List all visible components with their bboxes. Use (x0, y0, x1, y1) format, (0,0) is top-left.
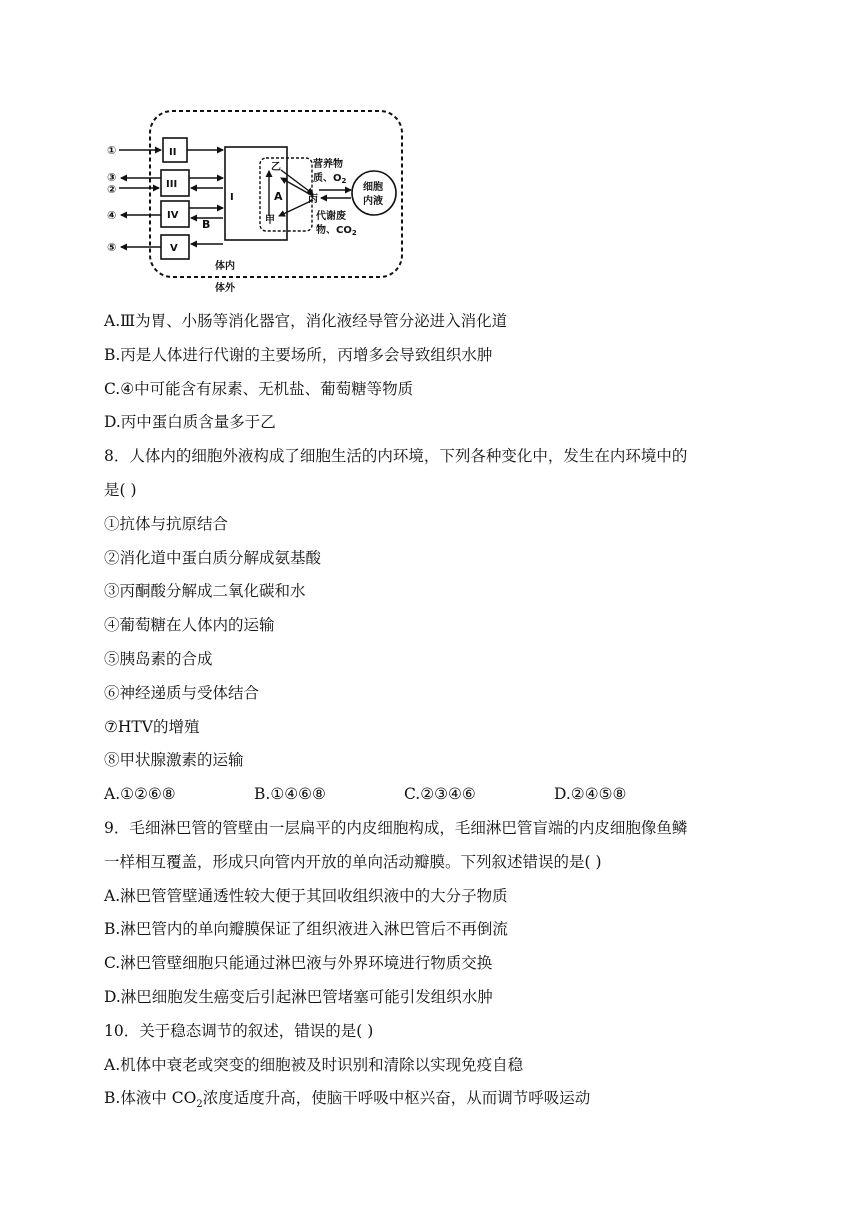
q8-item-1: ①抗体与抗原结合 (104, 514, 229, 533)
q9-option-a: A.淋巴管管壁通透性较大便于其回收组织液中的大分子物质 (104, 886, 508, 905)
q8-option-a: A.①②⑥⑧ (104, 785, 176, 804)
label-yi: 乙 (271, 162, 281, 173)
q7-option-d: D.丙中蛋白质含量多于乙 (104, 413, 276, 432)
label-II: II (169, 147, 177, 158)
label-V: V (170, 243, 178, 254)
label-nutrient-1: 营养物 (313, 159, 343, 170)
q8-item-8: ⑧甲状腺激素的运输 (104, 751, 244, 770)
q7-option-b: B.丙是人体进行代谢的主要场所，丙增多会导致组织水肿 (104, 345, 493, 364)
q7-option-c: C.④中可能含有尿素、无机盐、葡萄糖等物质 (104, 379, 414, 398)
q9-stem-line-2: 一样相互覆盖，形成只向管内开放的单向活动瓣膜。下列叙述错误的是( ) (104, 852, 602, 871)
label-cell-1: 细胞 (363, 182, 383, 193)
label-circled-1: ① (107, 144, 117, 157)
homeostasis-diagram (103, 108, 413, 298)
q10-stem: 10．关于稳态调节的叙述，错误的是( ) (104, 1021, 374, 1040)
label-inside: 体内 (215, 261, 235, 272)
label-outside: 体外 (215, 283, 235, 294)
q8-item-7: ⑦HTV的增殖 (104, 717, 200, 736)
label-B: B (202, 218, 211, 231)
label-waste-2: 物、$CO_2$ (316, 225, 357, 237)
q9-option-d: D.淋巴细胞发生癌变后引起淋巴管堵塞可能引发组织水肿 (104, 987, 493, 1006)
q8-option-b: B.①④⑥⑧ (254, 785, 326, 804)
label-I: I (230, 192, 234, 203)
q8-item-6: ⑥神经递质与受体结合 (104, 683, 260, 702)
label-nutrient-2: 质、$O_2$ (313, 173, 347, 185)
q8-item-2: ②消化道中蛋白质分解成氨基酸 (104, 548, 322, 567)
label-waste-1: 代谢废 (316, 211, 346, 222)
label-circled-4: ④ (107, 209, 117, 222)
q8-options (104, 778, 764, 812)
label-IV: IV (167, 210, 179, 221)
q10-option-b: B.体液中 $CO_2$浓度适度升高，使脑干呼吸中枢兴奋，从而调节呼吸运动 (104, 1089, 591, 1111)
q9-option-b: B.淋巴管内的单向瓣膜保证了组织液进入淋巴管后不再倒流 (104, 920, 508, 939)
label-jia: 甲 (265, 215, 275, 226)
q8-item-4: ④葡萄糖在人体内的运输 (104, 616, 275, 635)
q7-option-a: A.Ⅲ为胃、小肠等消化器官，消化液经导管分泌进入消化道 (104, 312, 508, 330)
diagram-svg (103, 108, 413, 298)
q8-item-3: ③丙酮酸分解成二氧化碳和水 (104, 582, 306, 601)
q8-stem-line-2: 是( ) (104, 480, 137, 499)
label-III: III (166, 179, 178, 190)
label-bing: 丙 (308, 194, 318, 205)
label-circled-3: ③ (107, 171, 117, 184)
label-A: A (274, 190, 283, 203)
label-cell-2: 内液 (363, 196, 383, 207)
q9-option-c: C.淋巴管壁细胞只能通过淋巴液与外界环境进行物质交换 (104, 954, 493, 973)
q8-option-d: D.②④⑤⑧ (554, 785, 627, 804)
label-circled-2: ② (107, 183, 117, 196)
q8-stem-line-1: 8．人体内的细胞外液构成了细胞生活的内环境，下列各种变化中，发生在内环境中的 (104, 447, 688, 466)
q10-option-a: A.机体中衰老或突变的细胞被及时识别和清除以实现免疫自稳 (104, 1055, 524, 1074)
question-document (104, 305, 764, 1122)
q9-stem-line-1: 9．毛细淋巴管的管壁由一层扁平的内皮细胞构成，毛细淋巴管盲端的内皮细胞像鱼鳞 (104, 818, 688, 837)
intracellular-fluid-circle (352, 171, 396, 215)
label-circled-5: ⑤ (107, 241, 117, 254)
q8-item-5: ⑤胰岛素的合成 (104, 649, 213, 668)
q8-option-c: C.②③④⑥ (404, 785, 476, 804)
